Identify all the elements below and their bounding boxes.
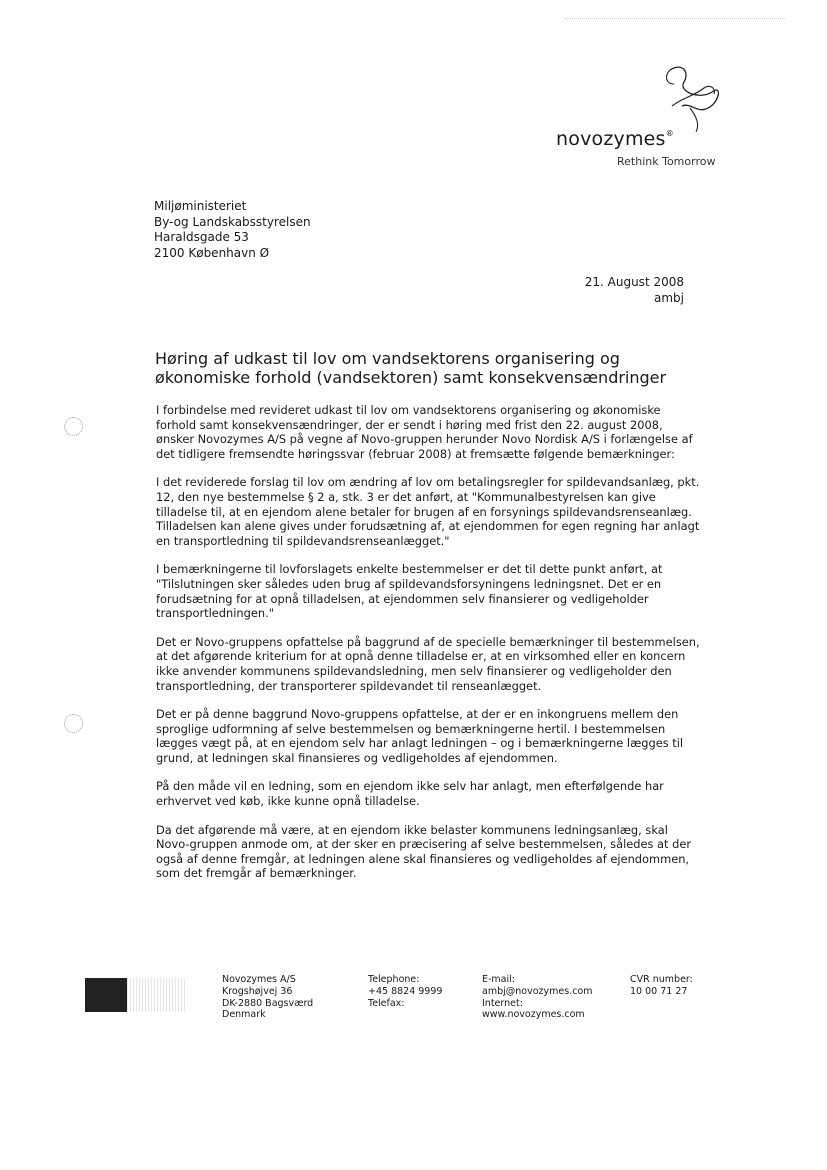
footer-web: [482, 974, 592, 1021]
letter-date-block: [585, 275, 684, 306]
letter-subject: Høring af udkast til lov om vandsektorens organisering og økonomiske forhold (vandsektoren) samt konsekvensændringer: [155, 349, 667, 387]
body-paragraph: Da det afgørende må være, at en ejendom ikke belaster kommunens ledningsanlæg, skal Novo-gruppen anmode om, at der sker en præcisering af selve bestemmelsen, således at der også af denne fremgår, at ledningen alene skal finansieres og vedligeholdes af ejendommen, som det fremgår af bemærkninger.: [156, 822, 692, 881]
footer-company-line: Krogshøjvej 36: [222, 985, 293, 997]
brand-wordmark: novozymes: [556, 128, 666, 150]
recipient-line: By-og Landskabsstyrelsen: [154, 214, 311, 229]
novozymes-logo-icon: [660, 62, 726, 132]
recipient-line: Haraldsgade 53: [154, 230, 249, 244]
scan-artifact-line: [565, 18, 785, 19]
footer-phone-line: +45 8824 9999: [368, 985, 443, 997]
body-paragraph: Det er på denne baggrund Novo-gruppens opfattelse, at der er en inkongruens mellem den sproglige udformning af selve bestemmelsen og bemærkningerne hertil. I bestemmelsen lægges vægt på, at en ejendom selv har anlagt ledningen – og i bemærkningerne lægges til grund, at ledningen skal finansieres og vedligeholdes af ejendommen.: [156, 707, 684, 765]
sender-initials: ambj: [654, 290, 684, 305]
letter-date: 21. August 2008: [584, 275, 684, 289]
brand-tagline: Rethink Tomorrow: [617, 155, 716, 168]
footer-phone: [368, 974, 442, 1009]
punch-hole: [64, 417, 83, 436]
recipient-line: 2100 København Ø: [154, 245, 270, 260]
footer-email-link[interactable]: ambj@novozymes.com: [482, 985, 593, 997]
footer-company-line: Denmark: [222, 1009, 266, 1021]
recipient-address: [154, 199, 311, 261]
footer-cvr-line: CVR number:: [630, 974, 693, 985]
body-paragraph: I det reviderede forslag til lov om ændring af lov om betalingsregler for spildevandsanlæg, pkt. 12, den nye bestemmelse § 2 a, stk. 3 er det anført, at "Kommunalbestyrelsen kan give tilladelse til, at en ejendom alene betaler for brugen af en forsynings spildevandsrenseanlæg. Tilladelsen kan alene gives under forudsætning af, at ejendommen for egen regning har anlagt en transportledning til spildevandsrenseanlægget.": [156, 475, 700, 548]
body-paragraph: På den måde vil en ledning, som en ejendom ikke selv har anlagt, men efterfølgende har erhvervet ved køb, ikke kunne opnå tilladelse.: [156, 779, 664, 809]
recipient-line: Miljøministeriet: [154, 199, 247, 213]
footer-web-line: Internet:: [482, 997, 523, 1009]
body-paragraph: Det er Novo-gruppens opfattelse på baggrund af de specielle bemærkninger til bestemmelsen, at det afgørende kriterium for at opnå denne tilladelse er, at en virksomhed eller en koncern ikke anvender kommunens spildevandsledning, men selv finansierer og vedligeholder den transportledning, der transporterer spildevandet til renseanlægget.: [156, 634, 700, 693]
footer-company-line: Novozymes A/S: [222, 974, 296, 985]
letter-body: [156, 403, 702, 895]
footer-company: [222, 974, 313, 1021]
footer-phone-line: Telephone:: [368, 974, 420, 985]
footer-logo-texture: [127, 978, 187, 1012]
footer-web-line: E-mail:: [482, 974, 515, 985]
registered-mark: ®: [665, 129, 674, 138]
body-paragraph: I forbindelse med revideret udkast til lov om vandsektorens organisering og økonomiske forhold samt konsekvensændringer, der er sendt i høring med frist den 22. august 2008, ønsker Novozymes A/S på vegne af Novo-gruppen herunder Novo Nordisk A/S i forlængelse af det tidligere fremsendte høringssvar (februar 2008) at fremsætte følgende bemærkninger:: [156, 403, 693, 461]
footer-phone-line: Telefax:: [368, 997, 405, 1009]
footer-cvr-line: 10 00 71 27: [630, 985, 688, 997]
footer-website-link[interactable]: www.novozymes.com: [482, 1009, 585, 1021]
footer-logo-block: [85, 978, 127, 1012]
brand-name: [556, 128, 674, 150]
punch-hole: [64, 714, 83, 733]
footer-cvr: [630, 974, 693, 998]
footer-company-line: DK-2880 Bagsværd: [222, 997, 314, 1009]
body-paragraph: I bemærkningerne til lovforslagets enkelte bestemmelser er det til dette punkt anført, at "Tilslutningen sker således uden brug af spildevandsforsyningens ledningsnet. Det er en forudsætning for at opnå tilladelsen, at ejendommen selv finansierer og vedligeholder transportledningen.": [156, 562, 663, 621]
